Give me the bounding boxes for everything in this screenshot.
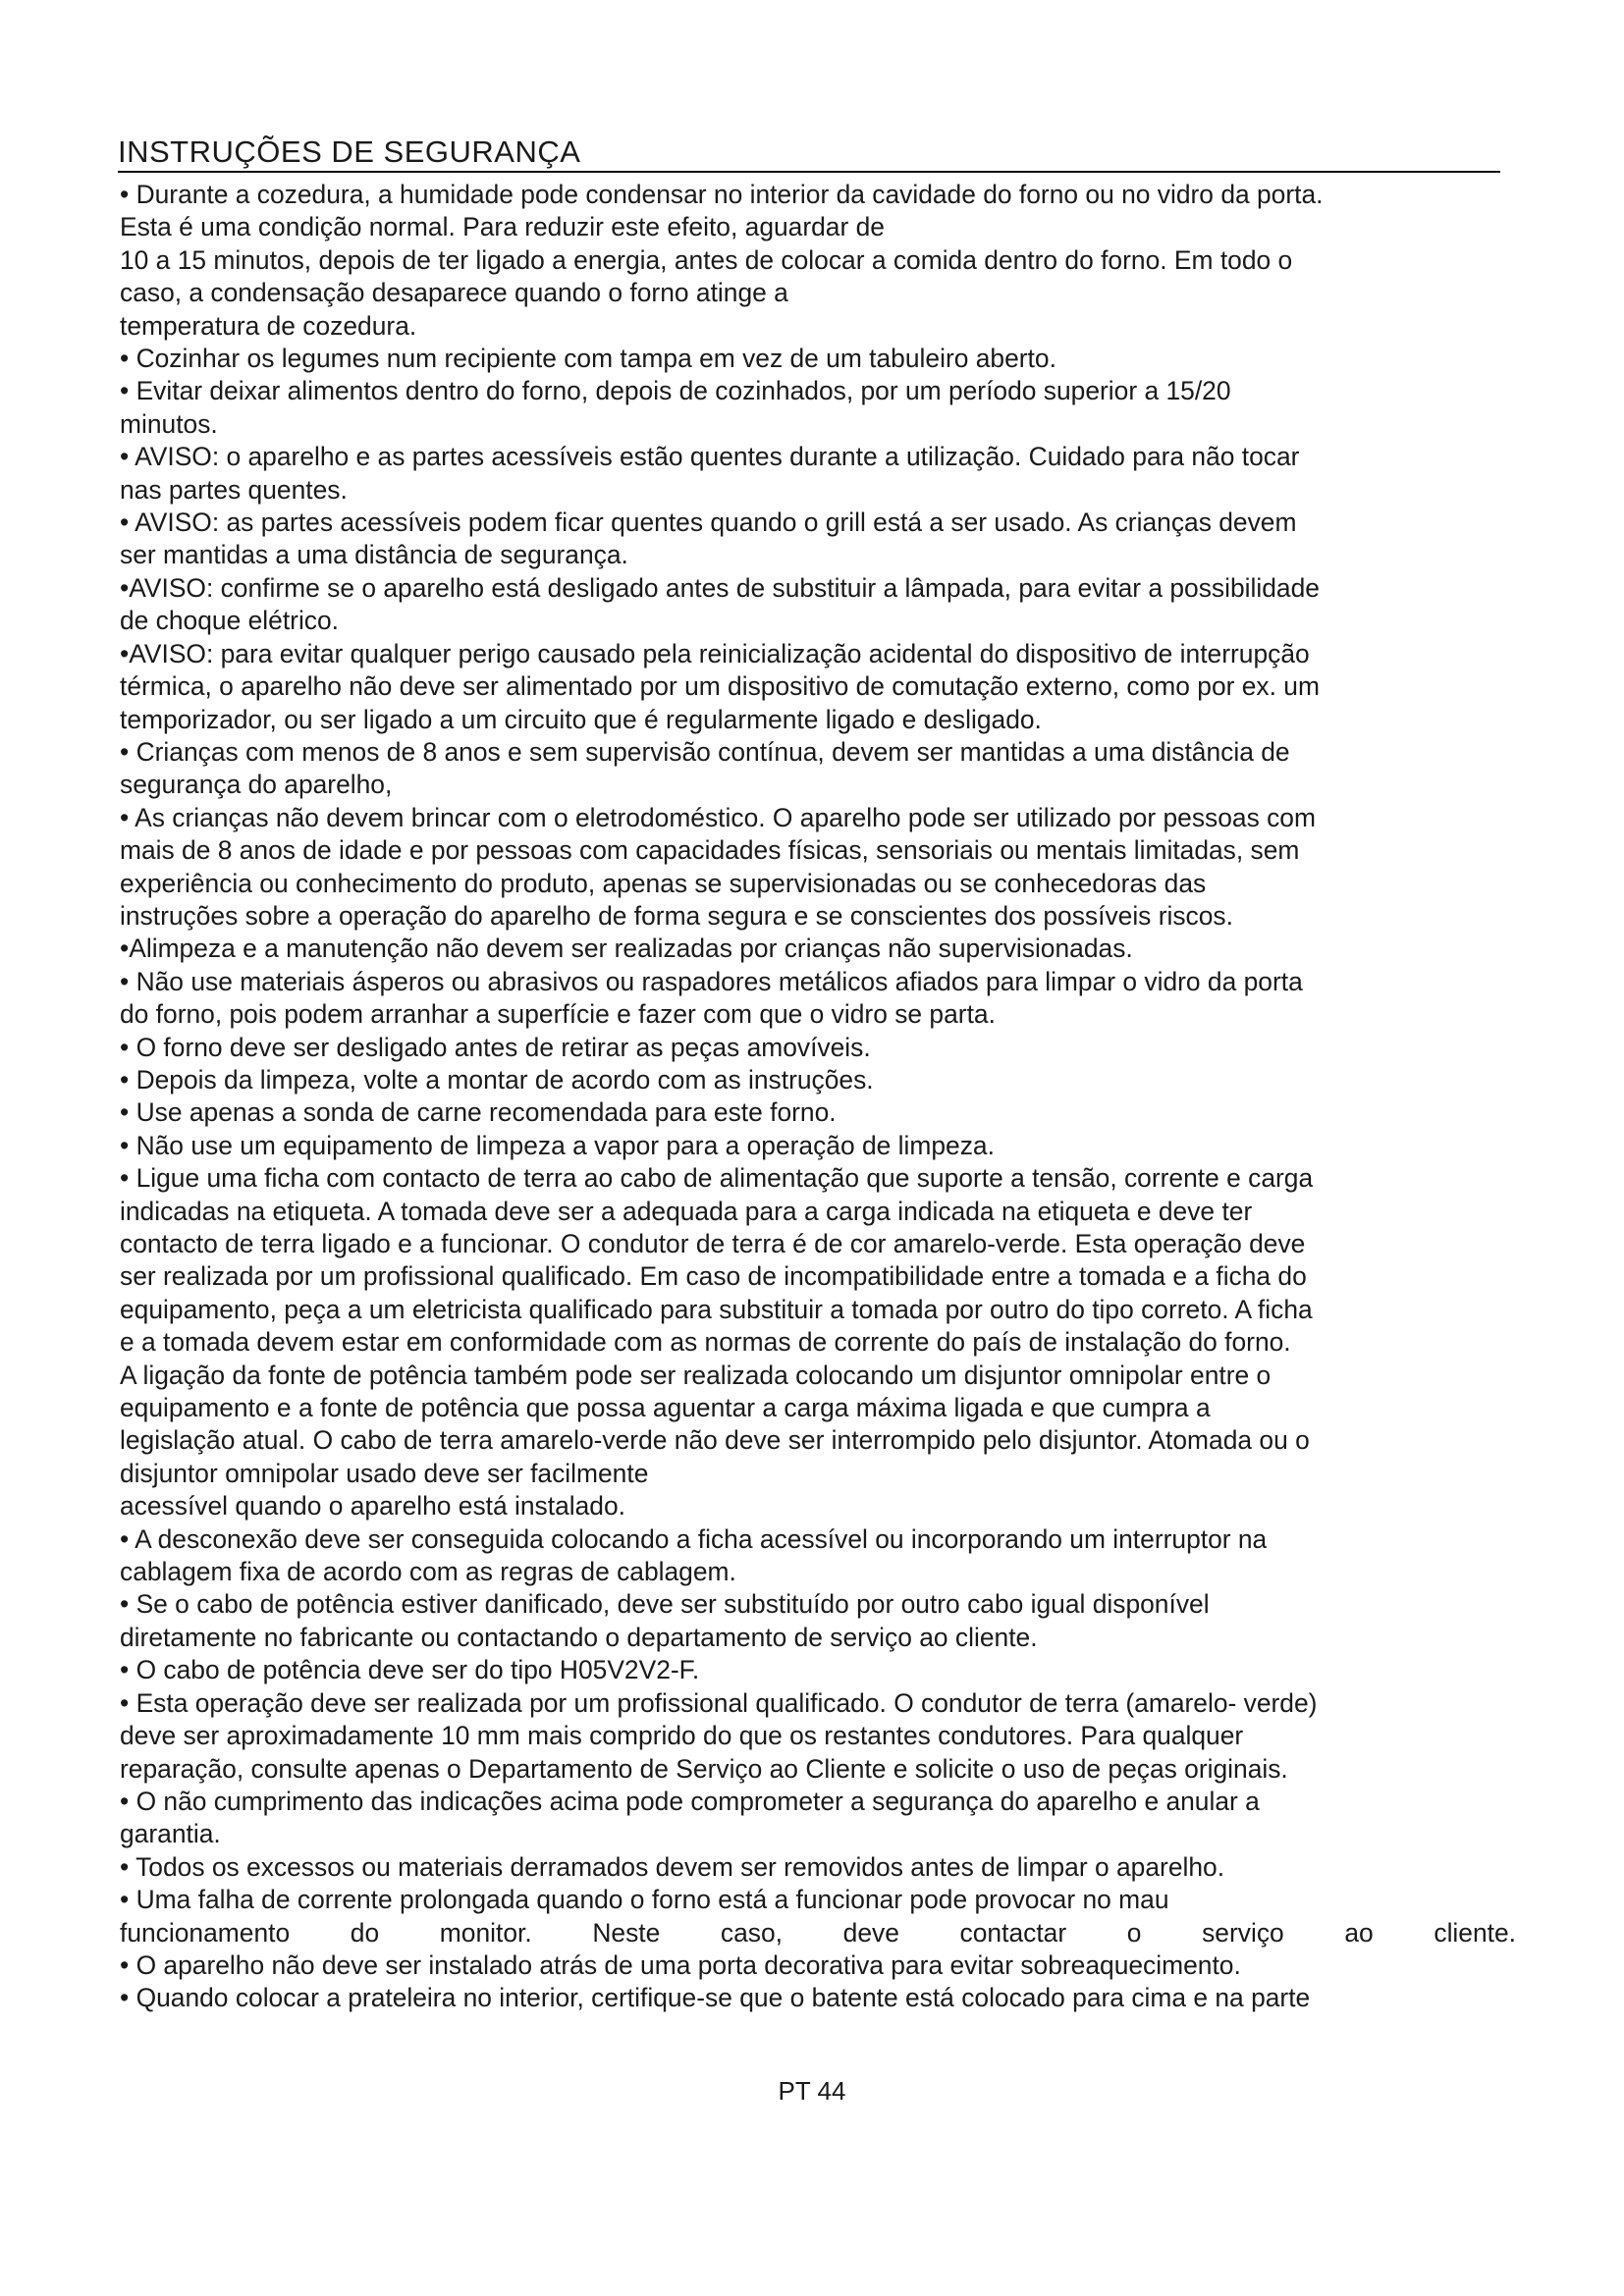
text-line: • O forno deve ser desligado antes de retirar as peças amovíveis. [120, 1032, 871, 1062]
text-line: cablagem fixa de acordo com as regras de cablagem. [120, 1557, 736, 1587]
text-line: 10 a 15 minutos, depois de ter ligado a energia, antes de colocar a comida dentro do forno. Em todo o [120, 244, 1293, 275]
text-line: •Alimpeza e a manutenção não devem ser realizadas por crianças não supervisionadas. [120, 934, 1133, 964]
text-line: legislação atual. O cabo de terra amarelo-verde não deve ser interrompido pelo disjuntor. Atomada ou o [120, 1425, 1310, 1456]
text-line: nas partes quentes. [120, 474, 348, 505]
text-line: • Ligue uma ficha com contacto de terra ao cabo de alimentação que suporte a tensão, corrente e carga [120, 1163, 1314, 1194]
text-line: equipamento, peça a um eletricista qualificado para substituir a tomada por outro do tipo correto. A ficha [120, 1294, 1313, 1324]
text-line: • O não cumprimento das indicações acima pode comprometer a segurança do aparelho e anular a [120, 1786, 1260, 1816]
text-line: diretamente no fabricante ou contactando o departamento de serviço ao cliente. [120, 1622, 1038, 1652]
text-line: • Crianças com menos de 8 anos e sem supervisão contínua, devem ser mantidas a uma distância de [120, 736, 1290, 767]
text-line: minutos. [120, 408, 218, 439]
text-line: funcionamento do monitor. Neste caso, deve contactar o serviço ao cliente. [120, 1917, 1516, 1948]
text-line: A ligação da fonte de potência também pode ser realizada colocando um disjuntor omnipolar entre o [120, 1360, 1272, 1390]
text-line: • Não use materiais ásperos ou abrasivos ou raspadores metálicos afiados para limpar o vidro da porta [120, 966, 1303, 996]
text-line: • O cabo de potência deve ser do tipo H05V2V2-F. [120, 1655, 700, 1685]
text-line: • Uma falha de corrente prolongada quando o forno está a funcionar pode provocar no mau [120, 1885, 1169, 1915]
text-line: Esta é uma condição normal. Para reduzir este efeito, aguardar de [120, 212, 885, 242]
text-line: • Evitar deixar alimentos dentro do forno, depois de cozinhados, por um período superior a 15/20 [120, 376, 1231, 406]
text-line: segurança do aparelho, [120, 770, 393, 800]
text-line: ser mantidas a uma distância de segurança. [120, 540, 628, 570]
text-line: e a tomada devem estar em conformidade com as normas de corrente do país de instalação do forno. [120, 1327, 1291, 1358]
text-line: ser realizada por um profissional qualificado. Em caso de incompatibilidade entre a tomada e a ficha do [120, 1261, 1307, 1292]
text-line: •AVISO: para evitar qualquer perigo causado pela reinicialização acidental do dispositivo de interrupção [120, 638, 1310, 668]
page-title: INSTRUÇÕES DE SEGURANÇA [118, 133, 1500, 173]
text-line: •AVISO: confirme se o aparelho está desligado antes de substituir a lâmpada, para evitar a possibilidade [120, 572, 1320, 603]
text-line: temperatura de cozedura. [120, 310, 417, 341]
text-line: garantia. [120, 1819, 221, 1849]
text-line: indicadas na etiqueta. A tomada deve ser a adequada para a carga indicada na etiqueta e deve ter [120, 1196, 1253, 1226]
text-line: contacto de terra ligado e a funcionar. O condutor de terra é de cor amarelo-verde. Esta operação deve [120, 1229, 1306, 1258]
text-line: disjuntor omnipolar usado deve ser facilmente [120, 1458, 649, 1488]
text-line: do forno, pois podem arranhar a superfície e fazer com que o vidro se parta. [120, 999, 996, 1030]
text-line: • O aparelho não deve ser instalado atrás de uma porta decorativa para evitar sobreaquecimento. [120, 1949, 1241, 1980]
text-line: • Não use um equipamento de limpeza a vapor para a operação de limpeza. [120, 1130, 995, 1160]
page-number: PT 44 [778, 2076, 846, 2106]
text-line: reparação, consulte apenas o Departamento de Serviço ao Cliente e solicite o uso de peças originais. [120, 1753, 1288, 1784]
text-line: • A desconexão deve ser conseguida colocando a ficha acessível ou incorporando um interruptor na [120, 1523, 1268, 1554]
text-line: • Todos os excessos ou materiais derramados devem ser removidos antes de limpar o aparelho. [120, 1851, 1225, 1882]
text-line: equipamento e a fonte de potência que possa aguentar a carga máxima ligada e que cumpra a [120, 1393, 1211, 1423]
text-line: caso, a condensação desaparece quando o forno atinge a [120, 278, 788, 308]
text-line: • Durante a cozedura, a humidade pode condensar no interior da cavidade do forno ou no vidro da porta. [120, 180, 1324, 209]
text-line: • Depois da limpeza, volte a montar de acordo com as instruções. [120, 1064, 874, 1095]
text-line: deve ser aproximadamente 10 mm mais comprido do que os restantes condutores. Para qualquer [120, 1721, 1244, 1751]
text-line: mais de 8 anos de idade e por pessoas com capacidades físicas, sensoriais ou mentais limitadas, sem [120, 835, 1300, 866]
text-line: • AVISO: as partes acessíveis podem ficar quentes quando o grill está a ser usado. As crianças devem [120, 507, 1297, 538]
text-line: • Use apenas a sonda de carne recomendada para este forno. [120, 1097, 837, 1128]
text-line: de choque elétrico. [120, 606, 340, 636]
text-line: térmica, o aparelho não deve ser alimentado por um dispositivo de comutação externo, como por ex. um [120, 671, 1320, 702]
text-line: • As crianças não devem brincar com o eletrodoméstico. O aparelho pode ser utilizado por pessoas com [120, 802, 1316, 832]
text-line: • Cozinhar os legumes num recipiente com tampa em vez de um tabuleiro aberto. [120, 344, 1056, 374]
text-line: • Quando colocar a prateleira no interior, certifique-se que o batente está colocado para cima e na parte [120, 1983, 1311, 2013]
text-line: acessível quando o aparelho está instalado. [120, 1491, 625, 1522]
text-line: • Esta operação deve ser realizada por um profissional qualificado. O condutor de terra (amarelo- verde) [120, 1687, 1318, 1718]
text-line: experiência ou conhecimento do produto, apenas se supervisionadas ou se conhecedoras das [120, 868, 1207, 898]
text-line: temporizador, ou ser ligado a um circuito que é regularmente ligado e desligado. [120, 704, 1042, 734]
safety-instructions-body [120, 179, 1516, 2015]
text-line: • Se o cabo de potência estiver danificado, deve ser substituído por outro cabo igual disponível [120, 1589, 1210, 1620]
text-line: • AVISO: o aparelho e as partes acessíveis estão quentes durante a utilização. Cuidado para não tocar [120, 442, 1300, 472]
text-line: instruções sobre a operação do aparelho de forma segura e se conscientes dos possíveis riscos. [120, 900, 1233, 931]
